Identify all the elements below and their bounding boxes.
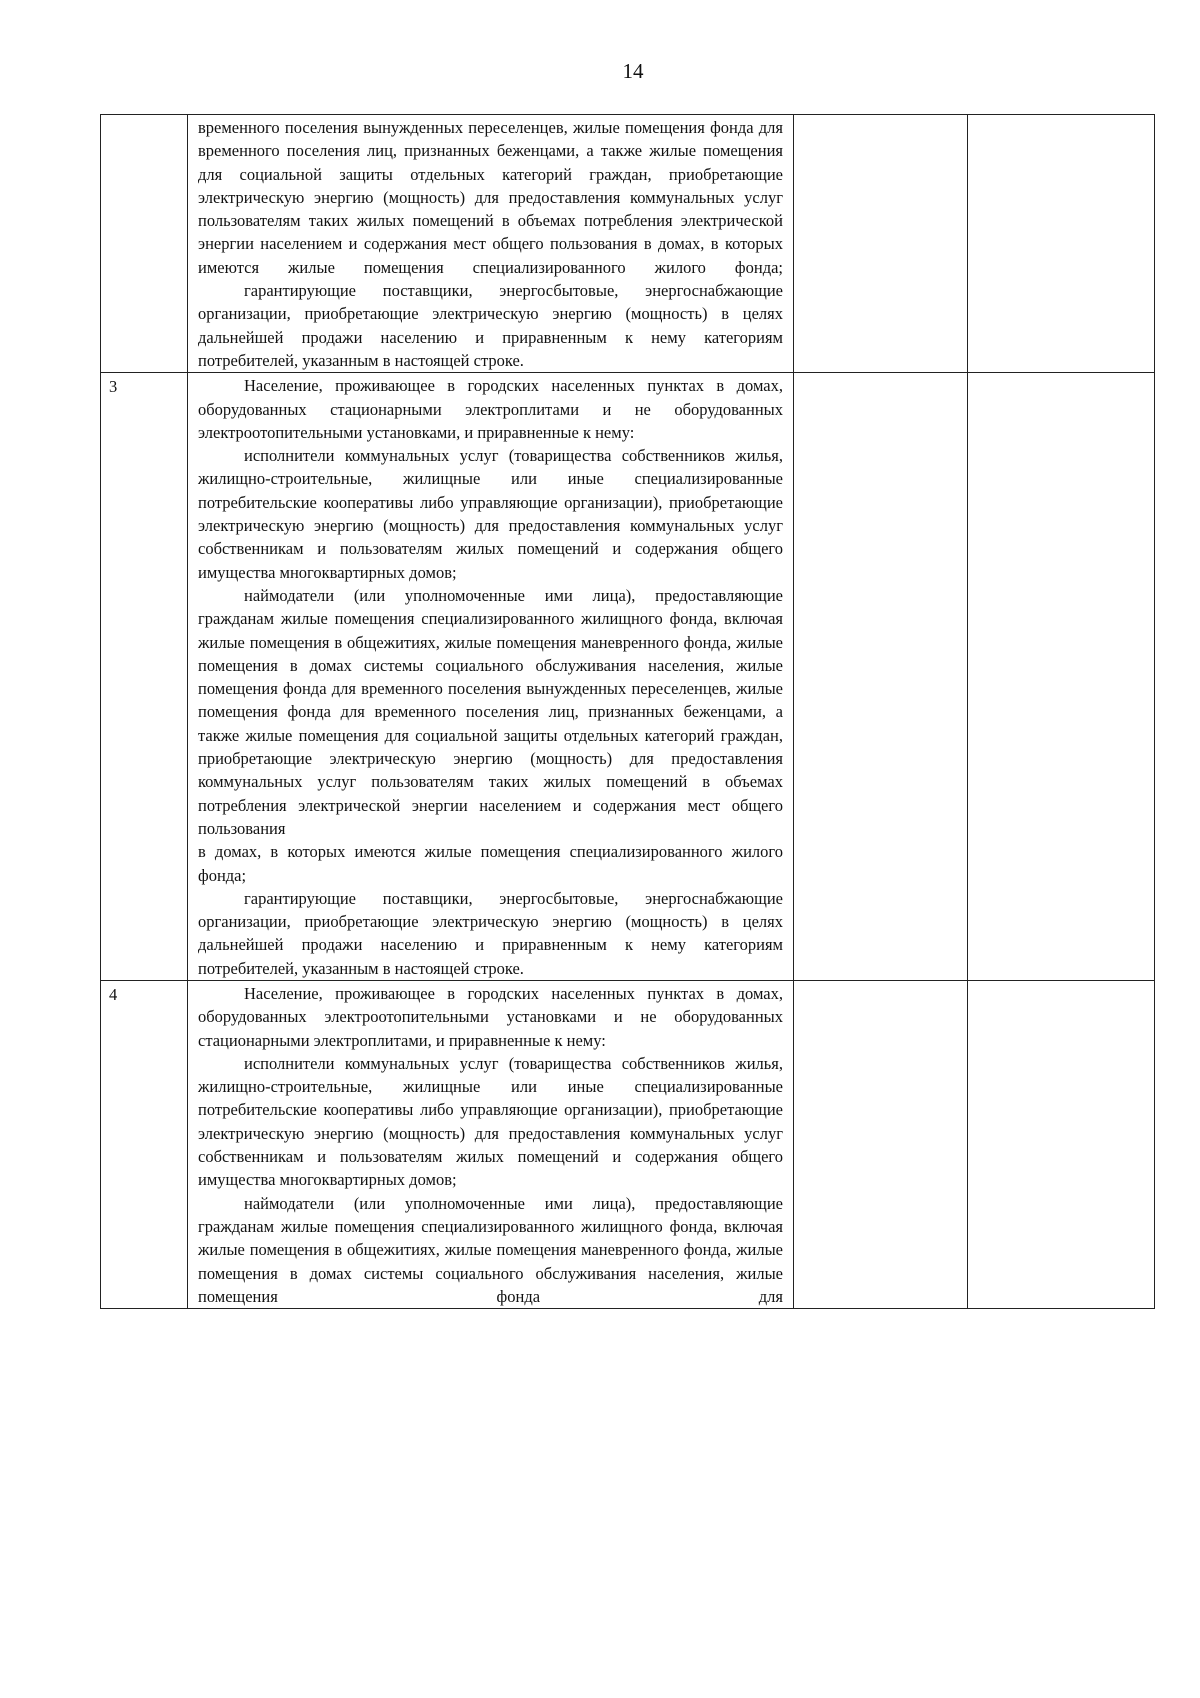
empty-cell — [968, 373, 1155, 981]
page-number: 14 — [622, 59, 644, 83]
row-description-cell — [188, 115, 794, 373]
row-number-cell: 4 — [101, 980, 188, 1308]
empty-cell — [794, 115, 968, 373]
paragraph: гарантирующие поставщики, энергосбытовые, энергоснабжающие организации, приобретающие электрическую энергию (мощность) в целях дальнейшей продажи населению и приравненным к нему категориям потребителей, указанным в настоящей строке. — [198, 281, 783, 370]
table-row — [101, 980, 1155, 1308]
empty-cell — [794, 980, 968, 1308]
empty-cell — [794, 373, 968, 981]
tariff-table — [100, 114, 1155, 1309]
row-description-cell — [188, 373, 794, 981]
paragraph: исполнители коммунальных услуг (товарищества собственников жилья, жилищно-строительные, жилищные или иные специализированные потребительские кооперативы либо управляющие организации), приобретающие электрическую энергию (мощность) для предоставления коммунальных услуг собственникам и пользователям жилых помещений и содержания общего имущества многоквартирных домов; — [198, 1053, 783, 1190]
row-description-cell — [188, 980, 794, 1308]
paragraph: временного поселения вынужденных переселенцев, жилые помещения фонда для временного поселения лиц, признанных беженцами, а также жилые помещения для социальной защиты отдельных категорий граждан, приобретающие электрическую энергию (мощность) для предоставления коммунальных услуг пользователям таких жилых помещений в объемах потребления электрической энергии населением и содержания мест общего пользования в домах, в которых имеются жилые помещения специализированного жилого фонда; — [198, 118, 783, 277]
paragraph: Население, проживающее в городских населенных пунктах в домах, оборудованных стационарными электроплитами и не оборудованных электроотопительными установками, и приравненные к нему: — [198, 376, 783, 442]
empty-cell — [968, 980, 1155, 1308]
paragraph: в домах, в которых имеются жилые помещения специализированного жилого фонда; — [198, 842, 783, 885]
paragraph: Население, проживающее в городских населенных пунктах в домах, оборудованных электроотопительными установками и не оборудованных стационарными электроплитами, и приравненные к нему: — [198, 983, 783, 1050]
row-number-cell — [101, 115, 188, 373]
row-number-cell: 3 — [101, 373, 188, 981]
paragraph: наймодатели (или уполномоченные ими лица), предоставляющие гражданам жилые помещения специализированного жилищного фонда, включая жилые помещения в общежитиях, жилые помещения маневренного фонда, жилые помещения в домах системы социального обслуживания населения, жилые помещения фонда для — [198, 1193, 783, 1306]
table-row — [101, 373, 1155, 981]
paragraph: гарантирующие поставщики, энергосбытовые, энергоснабжающие организации, приобретающие электрическую энергию (мощность) в целях дальнейшей продажи населению и приравненным к нему категориям потребителей, указанным в настоящей строке. — [198, 888, 783, 978]
paragraph: наймодатели (или уполномоченные ими лица), предоставляющие гражданам жилые помещения специализированного жилищного фонда, включая жилые помещения в общежитиях, жилые помещения маневренного фонда, жилые помещения в домах системы социального обслуживания населения, жилые помещения фонда для временного поселения вынужденных переселенцев, жилые помещения фонда для временного поселения лиц, признанных беженцами, а также жилые помещения для социальной защиты отдельных категорий граждан, приобретающие электрическую энергию (мощность) для предоставления коммунальных услуг пользователям таких жилых помещений в объемах потребления электрической энергии населением и содержания мест общего пользования — [198, 585, 783, 838]
table-row — [101, 115, 1155, 373]
paragraph: исполнители коммунальных услуг (товарищества собственников жилья, жилищно-строительные, жилищные или иные специализированные потребительские кооперативы либо управляющие организации), приобретающие электрическую энергию (мощность) для предоставления коммунальных услуг собственникам и пользователям жилых помещений и содержания общего имущества многоквартирных домов; — [198, 446, 783, 582]
empty-cell — [968, 115, 1155, 373]
